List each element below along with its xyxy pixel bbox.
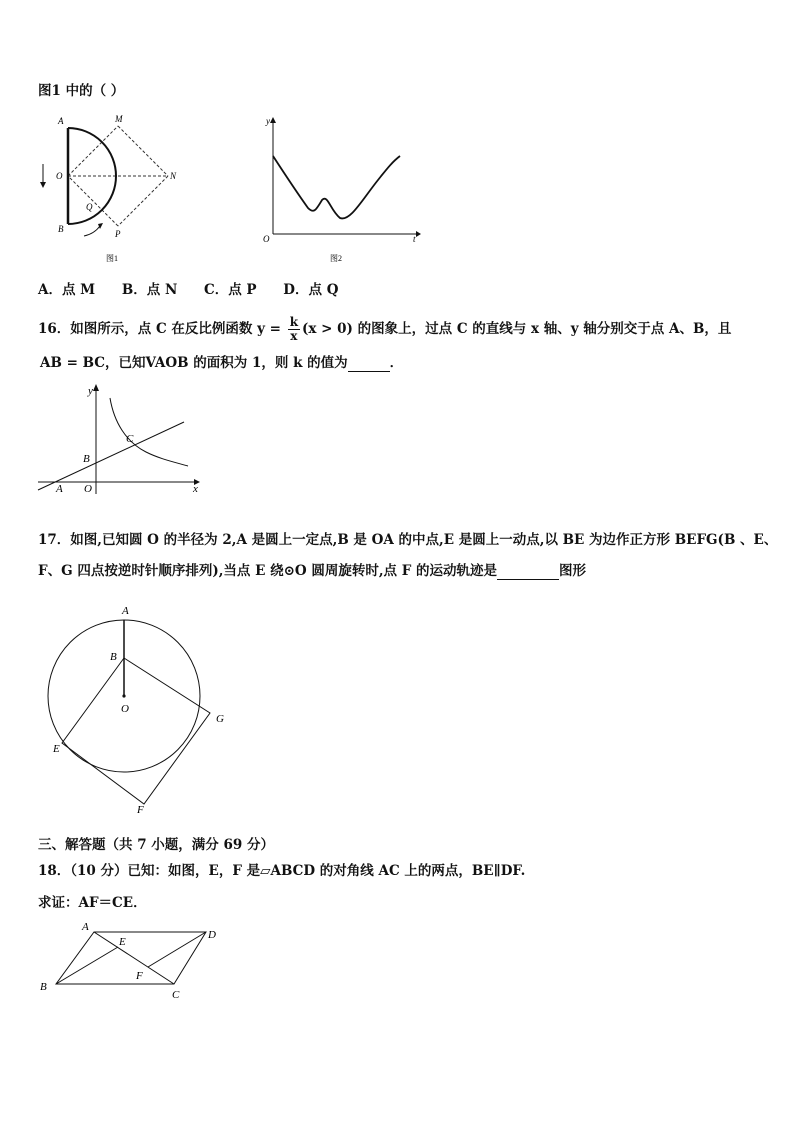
fig1-label-O: O xyxy=(56,171,63,181)
choice-b: B．点 N xyxy=(121,282,178,298)
choice-a: A．点 M xyxy=(38,282,96,298)
q16-label-O: O xyxy=(84,483,92,495)
q17-text-b: 图形 xyxy=(559,563,587,579)
q18-label-C: C xyxy=(172,989,180,1001)
q17-figure xyxy=(40,600,240,820)
q17-line-1: 17．如图,已知圆 O 的半径为 2,A 是圆上一定点,B 是 OA 的中点,E 是圆上一动点,以 BE 为边作正方形 BEFG(B 、E、 xyxy=(38,532,778,548)
q18-label-F: F xyxy=(136,970,143,982)
q15-figure-2 xyxy=(258,114,423,269)
q15-choices xyxy=(38,281,360,299)
choice-c: C．点 P xyxy=(203,282,257,298)
fig1-label-Q: Q xyxy=(86,202,93,212)
q17-label-G: G xyxy=(216,713,224,725)
q16-fraction xyxy=(288,316,300,343)
q17-label-B: B xyxy=(110,651,117,663)
q16-text-c: AB = BC，已知VAOB 的面积为 1，则 k 的值为 xyxy=(40,355,348,371)
q17-answer-blank xyxy=(497,565,559,580)
q16-line-1 xyxy=(38,316,731,343)
q18-figure xyxy=(36,918,236,1003)
q16-frac-den: x xyxy=(290,329,298,343)
q16-text-d: ． xyxy=(389,355,404,371)
q16-label-B: B xyxy=(83,453,90,465)
fig2-label-y: y xyxy=(266,116,270,126)
fig2-label-O: O xyxy=(263,234,270,244)
q15-prompt-tail: 图1 中的（ ） xyxy=(38,83,125,99)
q16-text-b: (x > 0) 的图象上，过点 C 的直线与 x 轴、y 轴分别交于点 A、B，且 xyxy=(302,321,732,337)
q18-label-D: D xyxy=(208,929,216,941)
fig1-caption: 图1 xyxy=(106,254,118,263)
choice-d: D．点 Q xyxy=(283,282,339,298)
fig1-label-P: P xyxy=(115,229,121,239)
q17-label-F: F xyxy=(137,804,144,816)
fig2-caption: 图2 xyxy=(330,254,342,263)
q16-label-C: C xyxy=(126,433,134,445)
q16-frac-num: k xyxy=(289,315,299,329)
q18-label-A: A xyxy=(82,921,89,933)
fig1-label-A: A xyxy=(58,116,64,126)
q16-line-2 xyxy=(40,354,403,372)
q18-label-B: B xyxy=(40,981,47,993)
fig1-label-B: B xyxy=(58,224,64,234)
q17-label-A: A xyxy=(122,605,129,617)
q17-line-2 xyxy=(38,562,586,580)
section-3-heading: 三、解答题（共 7 小题，满分 69 分） xyxy=(38,837,274,853)
fig1-label-M: M xyxy=(115,114,123,124)
q17-label-O: O xyxy=(121,703,129,715)
q16-figure xyxy=(36,382,208,497)
fig1-label-N: N xyxy=(170,171,177,181)
q16-label-A: A xyxy=(56,483,63,495)
q18-line-1: 18．（10 分）已知：如图，E，F 是▱ABCD 的对角线 AC 上的两点，BE∥DF. xyxy=(38,863,526,879)
q17-text-a: F、G 四点按逆时针顺序排列),当点 E 绕⊙O 圆周旋转时,点 F 的运动轨迹是 xyxy=(38,563,498,579)
q18-label-E: E xyxy=(119,936,126,948)
q17-label-E: E xyxy=(53,743,60,755)
q16-label-x: x xyxy=(193,483,198,495)
q16-label-y: y xyxy=(88,385,93,397)
q18-line-2: 求证：AF＝CE． xyxy=(38,895,147,911)
q15-figure-1 xyxy=(40,110,200,270)
q16-answer-blank xyxy=(348,357,390,372)
fig2-label-t: t xyxy=(413,234,416,244)
q16-text-a: 16．如图所示，点 C 在反比例函数 y = xyxy=(38,321,286,337)
